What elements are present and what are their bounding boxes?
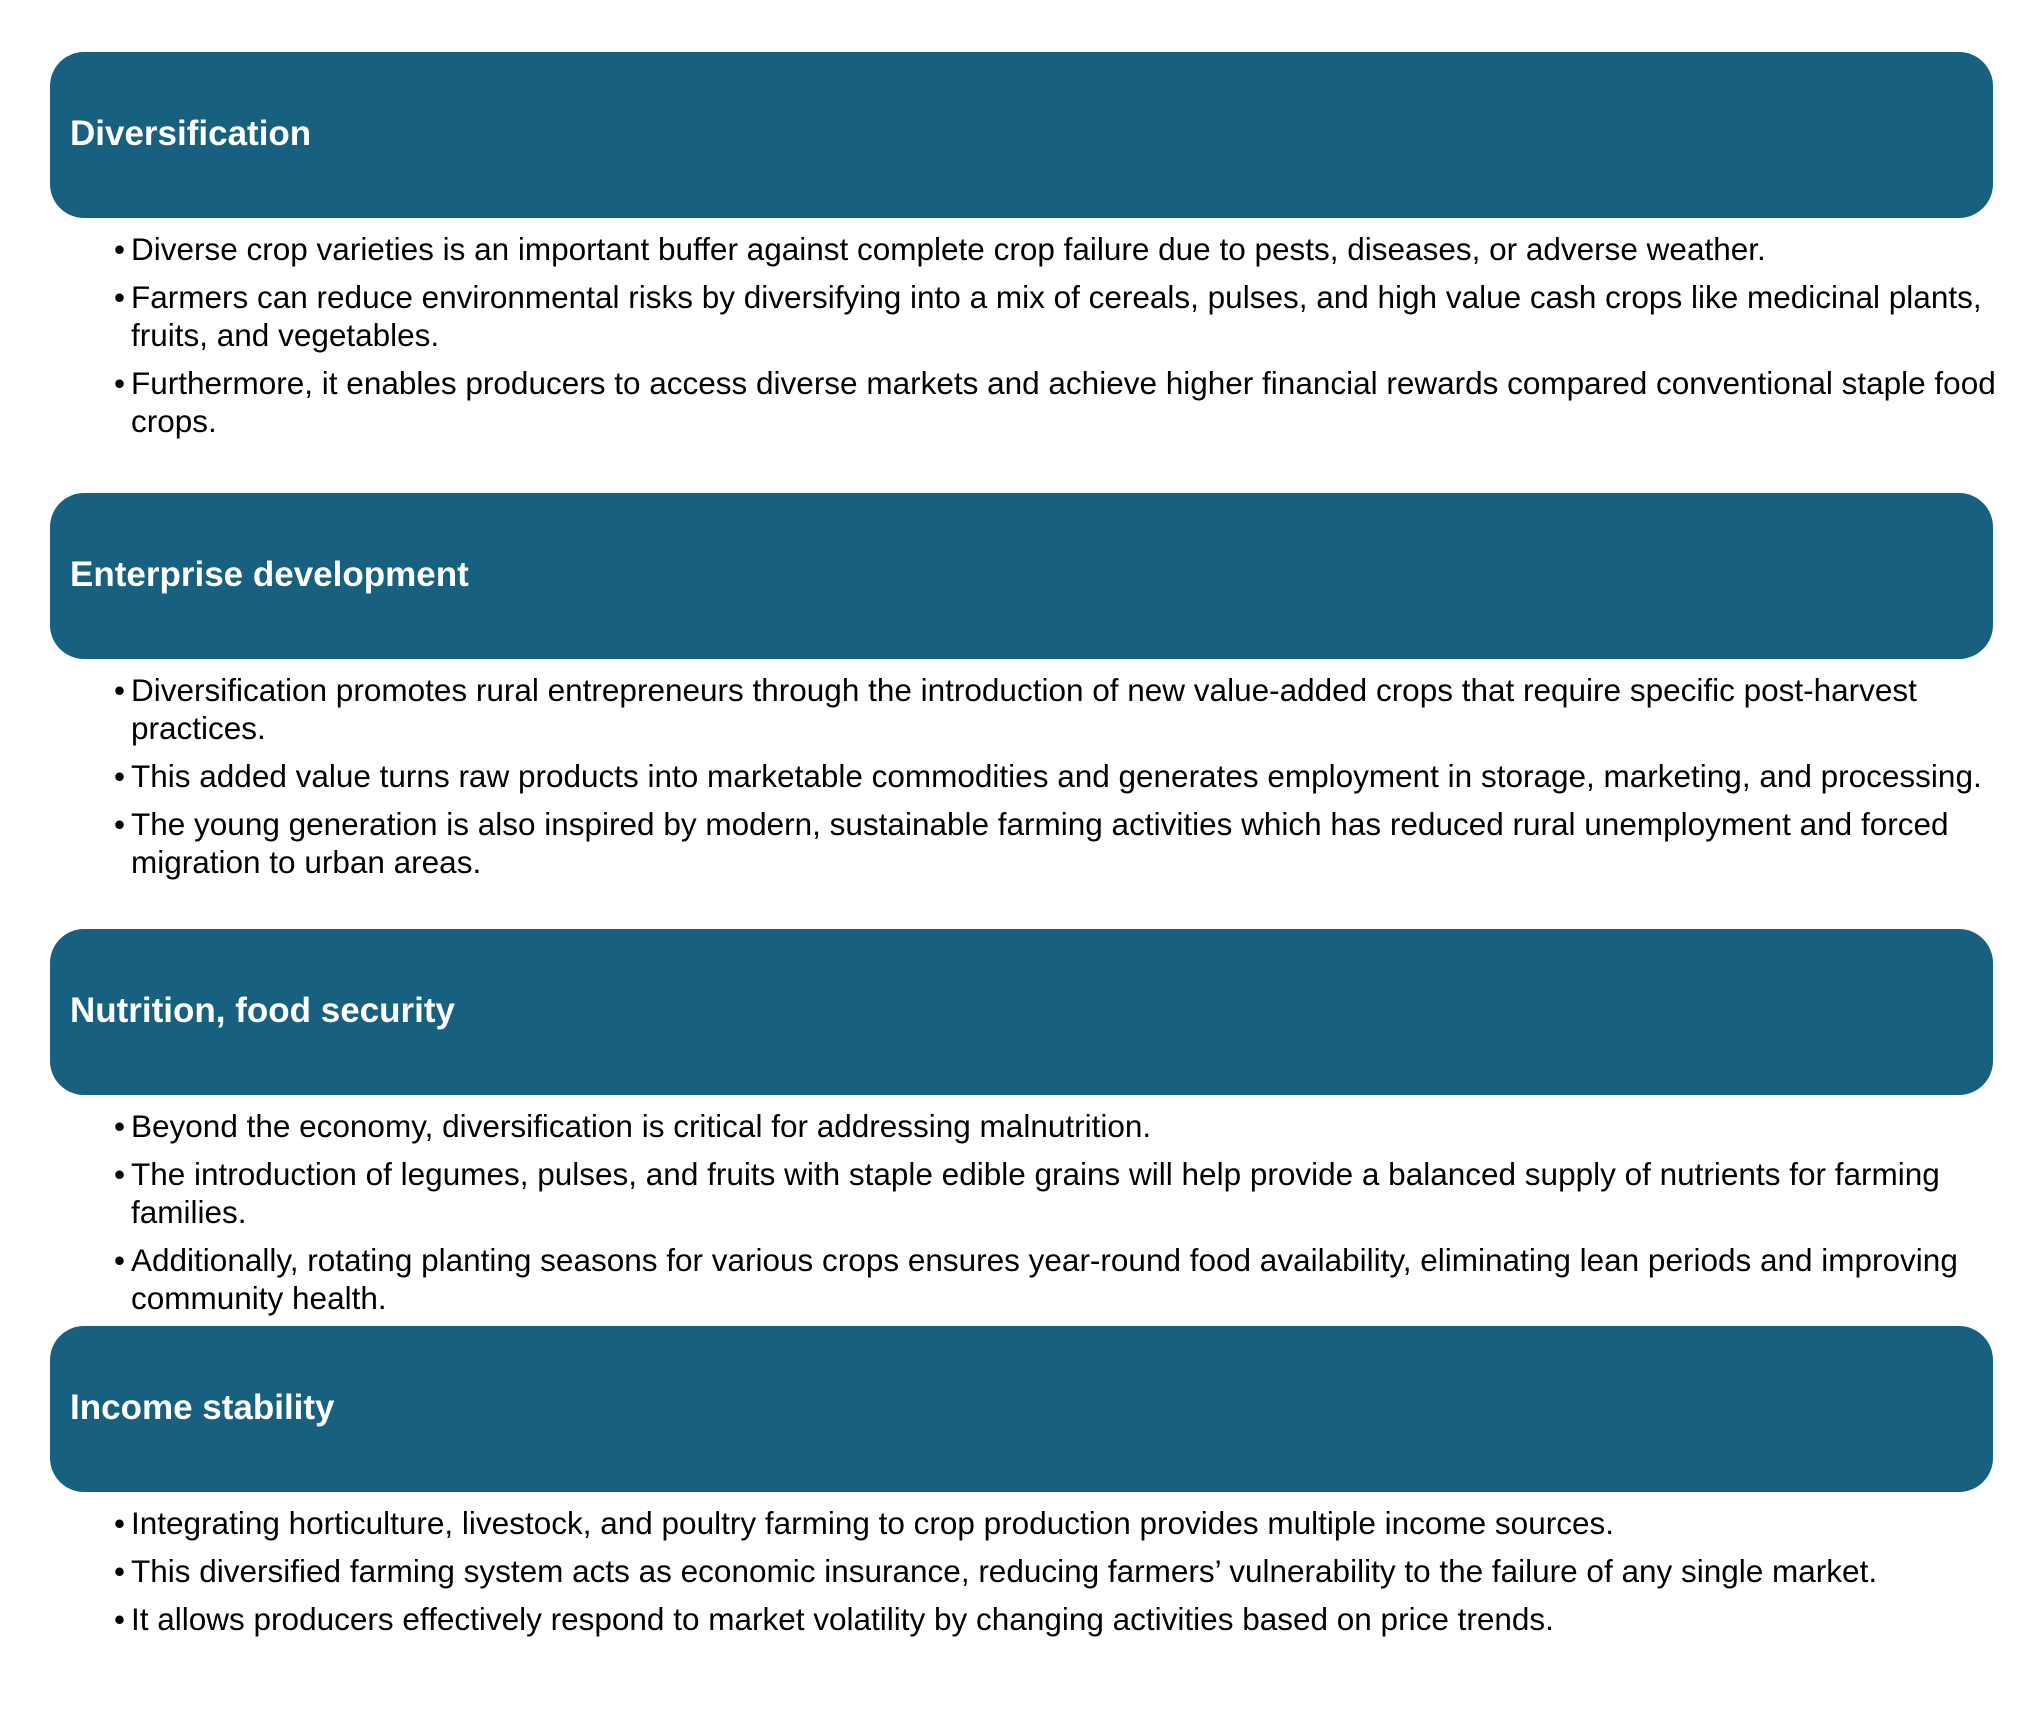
list-item: • This diversified farming system acts as economic insurance, reducing farmers’ vulnerability to the failure of any single market.	[114, 1553, 1878, 1589]
list-item: • Diversification promotes rural entrepreneurs through the introduction of new value-added crops that require specific post-harvest practices.	[114, 672, 1917, 746]
bullet-list	[114, 1107, 2014, 1327]
list-item: • It allows producers effectively respond to market volatility by changing activities based on price trends.	[114, 1601, 1554, 1637]
bullet-icon: •	[114, 1156, 126, 1192]
bullet-icon: •	[114, 1601, 126, 1637]
section-title: Nutrition, food security	[70, 991, 455, 1030]
section-diversification	[50, 52, 1996, 439]
list-item: • Diverse crop varieties is an important buffer against complete crop failure due to pests, diseases, or adverse weather.	[114, 231, 1766, 267]
list-item: • Farmers can reduce environmental risks by diversifying into a mix of cereals, pulses, and high value cash crops like medicinal plants, fruits, and vegetables.	[114, 279, 1982, 353]
list-item: • Beyond the economy, diversification is critical for addressing malnutrition.	[114, 1108, 1152, 1144]
bullet-icon: •	[114, 279, 126, 315]
bullet-icon: •	[114, 365, 126, 401]
section-header	[50, 1326, 1993, 1492]
section-header	[50, 52, 1993, 218]
bullet-list	[114, 671, 2014, 891]
list-item: • This added value turns raw products into marketable commodities and generates employment in storage, marketing, and processing.	[114, 758, 1982, 794]
bullet-icon: •	[114, 1108, 126, 1144]
section-enterprise-development	[50, 493, 1993, 880]
bullet-icon: •	[114, 231, 126, 267]
bullet-icon: •	[114, 672, 126, 708]
bullet-icon: •	[114, 758, 126, 794]
bullet-list	[114, 230, 2014, 450]
bullet-list	[114, 1504, 2014, 1648]
bullet-icon: •	[114, 1242, 126, 1278]
list-item: • Additionally, rotating planting seasons for various crops ensures year-round food availability, eliminating lean periods and improving community health.	[114, 1242, 1958, 1316]
list-item: • Furthermore, it enables producers to access diverse markets and achieve higher financial rewards compared conventional staple food crops.	[114, 365, 1996, 439]
section-header	[50, 493, 1993, 659]
section-title: Enterprise development	[70, 555, 469, 594]
bullet-icon: •	[114, 1553, 126, 1589]
bullet-icon: •	[114, 1505, 126, 1541]
list-item: • The introduction of legumes, pulses, and fruits with staple edible grains will help provide a balanced supply of nutrients for farming families.	[114, 1156, 1940, 1230]
list-item: • The young generation is also inspired by modern, sustainable farming activities which has reduced rural unemployment and forced migration to urban areas.	[114, 806, 1949, 880]
section-title: Diversification	[70, 114, 312, 153]
bullet-icon: •	[114, 806, 126, 842]
section-nutrition-food-security	[50, 929, 1993, 1316]
section-header	[50, 929, 1993, 1095]
section-title: Income stability	[70, 1388, 335, 1427]
list-item: • Integrating horticulture, livestock, and poultry farming to crop production provides multiple income sources.	[114, 1505, 1614, 1541]
section-income-stability	[50, 1326, 1993, 1637]
